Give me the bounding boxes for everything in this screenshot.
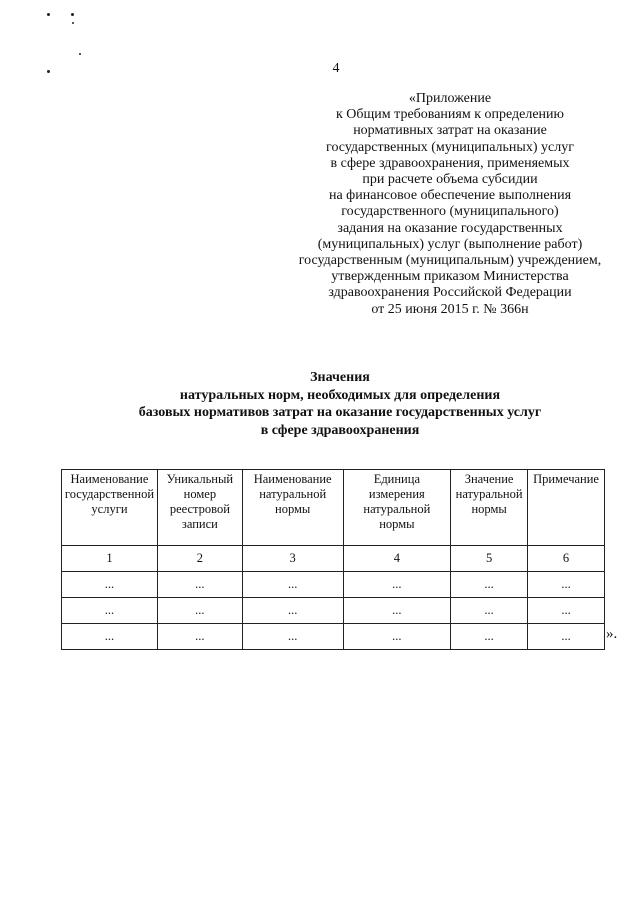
appendix-line: (муниципальных) услуг (выполнение работ) — [317, 236, 583, 252]
column-header: Наименование государственной услуги — [62, 470, 158, 546]
table-row — [62, 572, 605, 598]
appendix-line: задания на оказание государственных — [337, 220, 563, 236]
table-cell: ... — [528, 572, 605, 598]
appendix-line: утвержденным приказом Министерства — [331, 269, 569, 285]
table-cell: ... — [157, 572, 242, 598]
column-header: Единица измерения натуральной нормы — [343, 470, 451, 546]
table-cell: ... — [62, 598, 158, 624]
column-number: 2 — [157, 546, 242, 572]
table-row — [62, 598, 605, 624]
appendix-line: государственным (муниципальным) учреждением, — [298, 253, 602, 269]
table-cell: ... — [157, 624, 242, 650]
table-cell: ... — [528, 624, 605, 650]
appendix-line: от 25 июня 2015 г. № 366н — [371, 301, 529, 317]
appendix-line: при расчете объема субсидии — [362, 172, 538, 188]
column-number: 6 — [528, 546, 605, 572]
table-cell: ... — [451, 598, 528, 624]
table-cell: ... — [451, 624, 528, 650]
table-cell: ... — [157, 598, 242, 624]
table-cell: ... — [343, 598, 451, 624]
column-header: Примечание — [528, 470, 605, 546]
table-cell: ... — [343, 624, 451, 650]
scan-speck — [47, 13, 50, 16]
appendix-line: на финансовое обеспечение выполнения — [328, 188, 572, 204]
table-cell: ... — [528, 598, 605, 624]
heading-line: в сфере здравоохранения — [260, 422, 420, 438]
heading-line: натуральных норм, необходимых для определения — [179, 387, 501, 403]
appendix-line: нормативных затрат на оказание — [353, 123, 547, 139]
appendix-line: «Приложение — [408, 91, 492, 106]
heading-line: базовых нормативов затрат на оказание государственных услуг — [138, 405, 542, 420]
table-cell: ... — [242, 624, 343, 650]
scan-speck — [72, 22, 74, 24]
scan-speck — [79, 53, 81, 55]
column-header: Наименование натуральной нормы — [242, 470, 343, 546]
page-number: 4 — [332, 61, 340, 76]
closing-quote: ». — [606, 626, 618, 642]
appendix-block — [280, 91, 620, 318]
document-heading — [80, 369, 600, 439]
appendix-line: государственных (муниципальных) услуг — [326, 139, 574, 155]
column-header: Уникальный номер реестровой записи — [157, 470, 242, 546]
column-number: 5 — [451, 546, 528, 572]
heading-line: Значения — [310, 370, 370, 385]
appendix-line: государственного (муниципального) — [341, 204, 559, 220]
table-cell: ... — [242, 598, 343, 624]
table-header-row — [62, 470, 605, 546]
appendix-line: к Общим требованиям к определению — [335, 107, 565, 123]
column-header: Значение натуральной нормы — [451, 470, 528, 546]
table-cell: ... — [343, 572, 451, 598]
appendix-line: здравоохранения Российской Федерации — [328, 285, 572, 301]
column-number: 3 — [242, 546, 343, 572]
scan-speck — [71, 13, 74, 16]
column-number-row — [62, 546, 605, 572]
table-cell: ... — [62, 572, 158, 598]
table-cell: ... — [62, 624, 158, 650]
appendix-line: в сфере здравоохранения, применяемых — [330, 155, 570, 171]
column-number: 1 — [62, 546, 158, 572]
norms-table — [61, 469, 605, 650]
scan-speck — [47, 70, 50, 73]
table-row — [62, 624, 605, 650]
table-cell: ... — [451, 572, 528, 598]
table-cell: ... — [242, 572, 343, 598]
column-number: 4 — [343, 546, 451, 572]
